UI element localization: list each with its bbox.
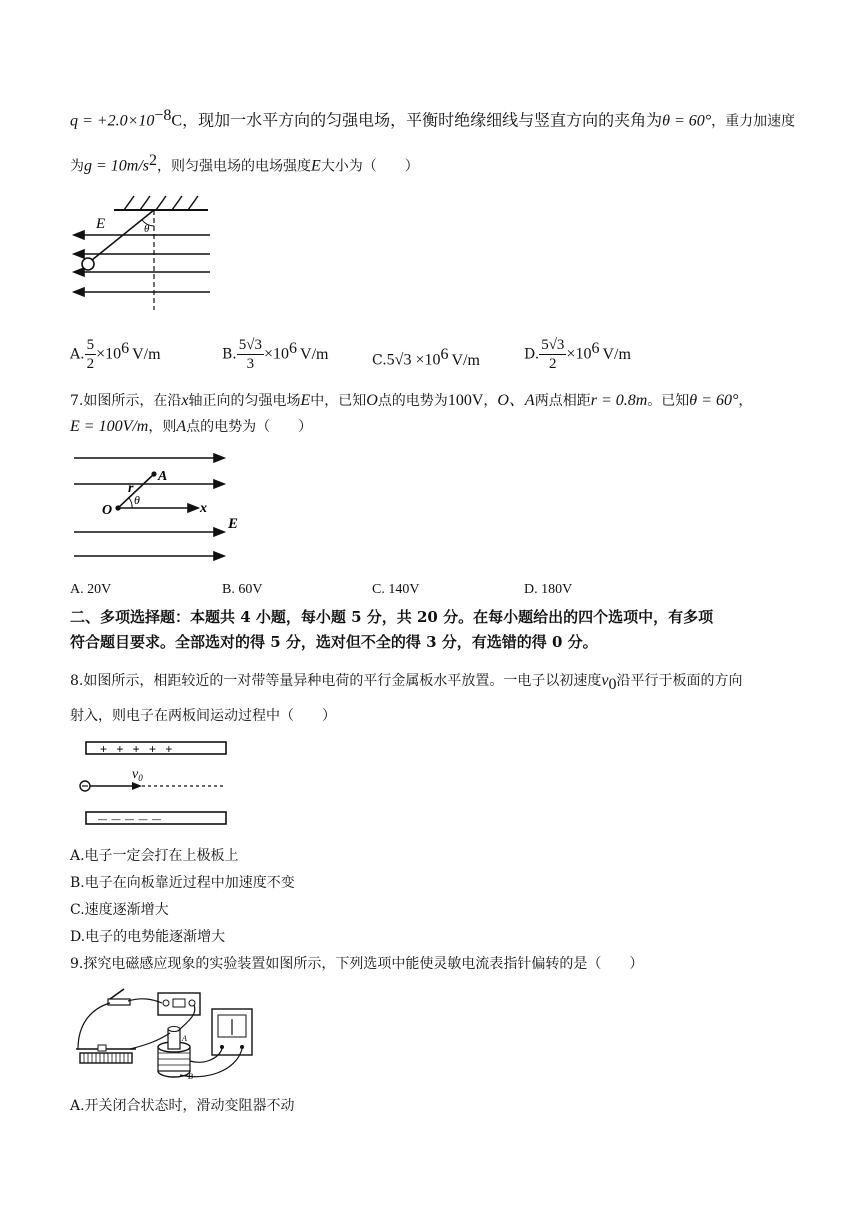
section2-heading-line-1: 二、多项选择题：本题共 4 小题，每小题 5 分，共 20 分。在每小题给出的四个选项中，有多项 — [70, 608, 714, 626]
q7-x: x — [181, 392, 189, 409]
q8-text-b: 沿平行于板面的方向 — [616, 673, 743, 689]
q9-option-a: A.开关闭合状态时，滑动变阻器不动 — [70, 1098, 295, 1114]
q6-option-c-unit: V/m — [451, 351, 480, 369]
q6-gravity-exponent: 2 — [149, 152, 158, 169]
q6-E: E — [311, 157, 321, 175]
q7-text-f: 两点相距 — [534, 393, 591, 409]
q8-fig-minus-signs: — — — — — — [98, 814, 163, 824]
q6-line-2 — [70, 151, 419, 177]
q8-option-a: A.电子一定会打在上极板上 — [70, 848, 239, 864]
q6-fig-label-E: E — [96, 216, 106, 232]
q7-fig-label-x: x — [200, 501, 207, 516]
section2-heading-line-2: 符合题目要求。全部选对的得 5 分，选对但不全的得 3 分，有选错的得 0 分。 — [70, 633, 598, 651]
q8-figure — [72, 738, 232, 834]
q6-line-1 — [70, 106, 795, 132]
q9-fig-label-A: A — [182, 1034, 187, 1043]
q6-option-c-value: 5√3 ×10 — [386, 351, 441, 369]
q8-option-d: D.电子的电势能逐渐增大 — [70, 929, 226, 945]
q6-charge-value: q = +2.0×10 — [70, 112, 155, 130]
q7-text-a: 7.如图所示，在沿 — [70, 393, 182, 409]
q7-text-i: ，则 — [148, 419, 177, 435]
q7-option-b: B. 60V — [222, 582, 263, 597]
q7-option-a: A. 20V — [70, 582, 112, 597]
q6-option-b-label: B. — [222, 346, 237, 363]
q7-line-1 — [70, 391, 752, 411]
q8-text-a: 8.如图所示，相距较近的一对带等量异种电荷的平行金属板水平放置。一电子以初速度 — [70, 673, 602, 689]
q6-option-b-tail: ×10 — [263, 345, 290, 363]
q7-potential: 100V — [447, 392, 484, 409]
q6-option-c-exp: 6 — [440, 346, 449, 363]
q8-line-2: 射入，则电子在两板间运动过程中（ ） — [70, 708, 336, 724]
q6-option-d — [524, 336, 631, 373]
q6-option-c-label: C. — [372, 352, 387, 369]
q6-option-a-tail: ×10 — [96, 345, 122, 363]
q7-text-h: ， — [738, 393, 753, 409]
q6-text-c: 为 — [70, 158, 84, 175]
q6-option-b-exp: 6 — [289, 339, 298, 357]
q6-option-a-num: 5 — [86, 337, 95, 353]
q7-figure — [68, 452, 248, 562]
q7-A: A — [176, 418, 187, 435]
q7-OA: O、A — [497, 392, 535, 409]
q7-E: E — [300, 392, 311, 409]
q7-fig-label-A: A — [158, 469, 168, 484]
q6-option-b-unit: V/m — [300, 345, 329, 363]
q7-fig-label-E: E — [228, 516, 239, 532]
q6-theta: θ = 60° — [662, 112, 712, 130]
q6-option-a-fraction — [85, 336, 97, 373]
q6-charge-exponent: −8 — [154, 107, 172, 124]
q7-option-d: D. 180V — [524, 582, 573, 597]
q6-option-d-label: D. — [524, 346, 540, 363]
q6-text-d: ，则匀强电场的电场强度 — [157, 158, 312, 175]
q6-option-b — [222, 336, 328, 373]
q6-option-d-unit: V/m — [602, 345, 631, 363]
q6-option-d-den: 2 — [549, 356, 557, 372]
q7-text-b: 轴正向的匀强电场 — [188, 393, 301, 409]
q7-fig-label-r: r — [128, 481, 134, 496]
q6-option-a — [70, 336, 161, 373]
q6-text-e: 大小为（ ） — [320, 158, 419, 175]
q7-theta: θ = 60° — [689, 392, 739, 409]
q9-line-1: 9.探究电磁感应现象的实验装置如图所示，下列选项中能使灵敏电流表指针偏转的是（ ） — [70, 956, 644, 972]
q6-option-a-den: 2 — [86, 356, 95, 372]
q7-O: O — [366, 392, 378, 409]
q8-fig-label-v0: $v_0$ — [132, 767, 143, 783]
q6-option-a-unit: V/m — [132, 345, 161, 363]
q6-option-a-exp: 6 — [121, 339, 130, 357]
q6-option-d-num: 5√3 — [541, 337, 565, 353]
q7-text-d: 点的电势为 — [377, 393, 448, 409]
q6-option-b-fraction — [237, 336, 264, 373]
q8-v: v — [601, 672, 609, 689]
q7-line-2 — [70, 417, 312, 437]
q9-fig-label-B: B — [188, 1072, 193, 1081]
q6-option-d-tail: ×10 — [566, 345, 592, 363]
q6-fig-label-theta: θ — [144, 223, 150, 235]
q6-option-d-exp: 6 — [591, 339, 600, 357]
q6-option-d-fraction — [539, 336, 566, 373]
q6-option-b-num: 5√3 — [238, 337, 262, 353]
q8-option-c: C.速度逐渐增大 — [70, 902, 169, 918]
q7-option-c: C. 140V — [372, 582, 420, 597]
q8-line-1 — [70, 671, 742, 695]
q6-text-a: C，现加一水平方向的匀强电场，平衡时绝缘细线与竖直方向的夹角为 — [171, 112, 663, 130]
q7-text-e: ， — [483, 393, 498, 409]
q6-option-b-den: 3 — [246, 356, 255, 372]
q6-figure — [68, 192, 218, 312]
q6-text-b: ，重力加速度 — [711, 113, 796, 130]
q9-figure — [70, 985, 270, 1085]
q6-option-c — [372, 345, 480, 371]
q7-text-c: 中，已知 — [310, 393, 367, 409]
q8-fig-plus-signs: + + + + + — [100, 742, 176, 756]
q7-text-g: 。已知 — [647, 393, 690, 409]
q7-text-j: 点的电势为（ ） — [186, 419, 313, 435]
q7-distance: r = 0.8m — [590, 392, 648, 409]
q8-option-b: B.电子在向板靠近过程中加速度不变 — [70, 875, 295, 891]
q6-option-a-label: A. — [70, 346, 85, 363]
q8-v-sub: 0 — [608, 675, 617, 693]
q6-gravity: g = 10m/s — [84, 157, 150, 175]
q7-fig-label-O: O — [102, 503, 113, 518]
q7-field-value: E = 100V/m — [70, 418, 149, 435]
q7-fig-label-theta: θ — [134, 493, 140, 507]
